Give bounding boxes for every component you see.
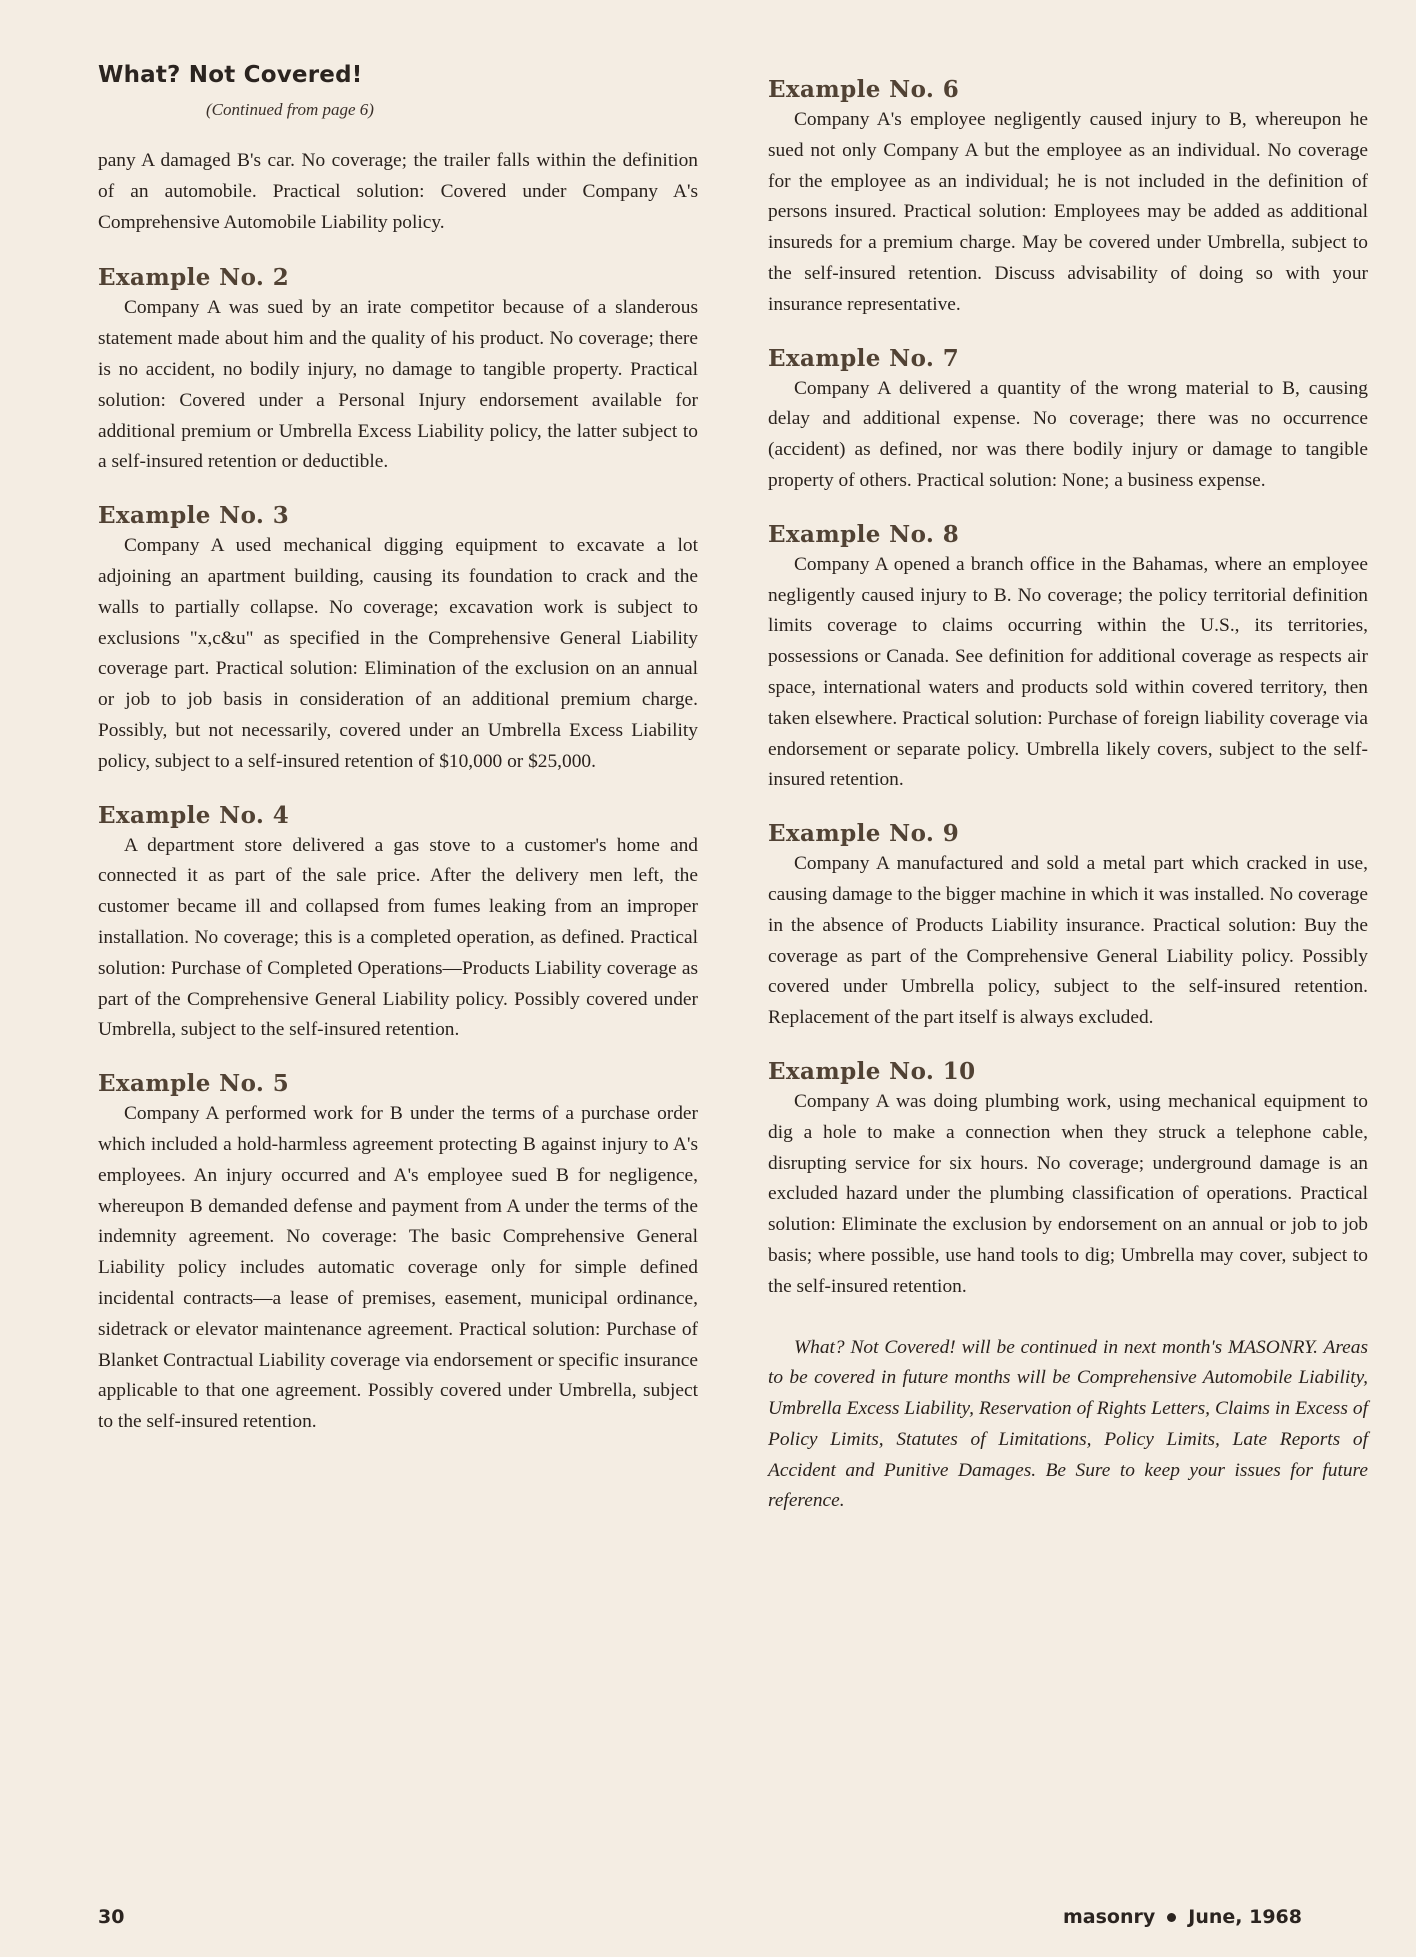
example-3 bbox=[98, 502, 698, 777]
example-4 bbox=[98, 802, 698, 1047]
example-7 bbox=[768, 345, 1368, 497]
example-heading: Example No. 3 bbox=[98, 502, 290, 530]
example-heading: Example No. 4 bbox=[98, 801, 290, 829]
example-5 bbox=[98, 1070, 698, 1438]
example-heading: Example No. 8 bbox=[768, 520, 960, 548]
example-body: Company A delivered a quantity of the wrong material to B, causing delay and additional expense. No coverage; there was no occurrence (accident) as defined, nor was there bodily injury or damage to tangible property of others. Practical solution: None; a business expense. bbox=[768, 377, 1368, 491]
bullet-separator-icon bbox=[1167, 1913, 1176, 1922]
example-body: Company A's employee negligently caused injury to B, whereupon he sued not only Company A but the employee as an individual. No coverage for the employee as an individual; he is not included in the definition of persons insured. Practical solution: Employees may be added as additional insureds for a premium charge. May be covered under Umbrella, subject to the self-insured retention. Discuss advisability of doing so with your insurance representative. bbox=[768, 109, 1368, 315]
example-10 bbox=[768, 1058, 1368, 1303]
example-heading: Example No. 7 bbox=[768, 344, 960, 372]
left-column bbox=[98, 62, 698, 1462]
closing-note: What? Not Covered! will be continued in next month's MASONRY. Areas to be covered in future months will be Comprehensive Automobile Liability, Umbrella Excess Liability, Reservation of Rights Letters, Claims in Excess of Policy Limits, Statutes of Limitations, Policy Limits, Late Reports of Accident and Punitive Damages. Be Sure to keep your issues for future reference. bbox=[768, 1336, 1368, 1512]
example-body: Company A manufactured and sold a metal part which cracked in use, causing damage to the bigger machine in which it was installed. No coverage in the absence of Products Liability insurance. Practical solution: Buy the coverage as part of the Comprehensive General Liability policy. Possibly covered under Umbrella policy, subject to the self-insured retention. Replacement of the part itself is always excluded. bbox=[768, 853, 1368, 1029]
issue-date: June, 1968 bbox=[1188, 1906, 1302, 1928]
example-heading: Example No. 5 bbox=[98, 1070, 290, 1098]
right-column bbox=[768, 76, 1368, 1517]
example-6 bbox=[768, 76, 1368, 321]
publication-name: masonry bbox=[1063, 1906, 1156, 1928]
example-heading: Example No. 10 bbox=[768, 1057, 976, 1085]
example-body: Company A opened a branch office in the Bahamas, where an employee negligently caused injury to B. No coverage; the policy territorial definition limits coverage to claims occurring within the U.S., its territories, possessions or Canada. See definition for additional coverage as respects air space, international waters and products sold within covered territory, then taken elsewhere. Practical solution: Purchase of foreign liability coverage via endorsement or separate policy. Umbrella likely covers, subject to the self-insured retention. bbox=[768, 553, 1368, 791]
example-2 bbox=[98, 264, 698, 478]
example-body: Company A was doing plumbing work, using mechanical equipment to dig a hole to make a connection when they struck a telephone cable, disrupting service for six hours. No coverage; underground damage is an excluded hazard under the plumbing classification of operations. Practical solution: Eliminate the exclusion by endorsement on an annual or job to job basis; where possible, use hand tools to dig; Umbrella may cover, subject to the self-insured retention. bbox=[768, 1090, 1368, 1297]
page-number: 30 bbox=[98, 1906, 125, 1928]
example-body: A department store delivered a gas stove to a customer's home and connected it as part of the sale price. After the delivery men left, the customer became ill and collapsed from fumes leaking from an improper installation. No coverage; this is a completed operation, as defined. Practical solution: Purchase of Completed Operations—Products Liability coverage as part of the Comprehensive General Liability policy. Possibly covered under Umbrella, subject to the self-insured retention. bbox=[98, 834, 698, 1041]
example-body: Company A was sued by an irate competitor because of a slanderous statement made about him and the quality of his product. No coverage; there is no accident, no bodily injury, no damage to tangible property. Practical solution: Covered under a Personal Injury endorsement available for additional premium or Umbrella Excess Liability policy, the latter subject to a self-insured retention or deductible. bbox=[98, 297, 698, 473]
example-8 bbox=[768, 521, 1368, 796]
series-title: What? Not Covered! bbox=[98, 62, 363, 88]
example-heading: Example No. 9 bbox=[768, 820, 960, 848]
continued-note: (Continued from page 6) bbox=[206, 100, 374, 119]
example-body: Company A performed work for B under the terms of a purchase order which included a hold-harmless agreement protecting B against injury to A's employees. An injury occurred and A's employee sued B for negligence, whereupon B demanded defense and payment from A under the terms of the indemnity agreement. No coverage: The basic Comprehensive General Liability policy includes automatic coverage only for simple defined incidental contracts—a lease of premises, easement, municipal ordinance, sidetrack or elevator maintenance agreement. Practical solution: Purchase of Blanket Contractual Liability coverage via endorsement or specific insurance applicable to that one agreement. Possibly covered under Umbrella, subject to the self-insured retention. bbox=[98, 1103, 698, 1433]
intro-paragraph: pany A damaged B's car. No coverage; the trailer falls within the definition of an automobile. Practical solution: Covered under Company A's Comprehensive Automobile Liability policy. bbox=[98, 150, 698, 233]
example-body: Company A used mechanical digging equipment to excavate a lot adjoining an apartment building, causing its foundation to crack and the walls to partially collapse. No coverage; excavation work is subject to exclusions "x,c&u" as specified in the Comprehensive General Liability coverage part. Practical solution: Elimination of the exclusion on an annual or job to job basis in consideration of an additional premium charge. Possibly, but not necessarily, covered under an Umbrella Excess Liability policy, subject to a self-insured retention of $10,000 or $25,000. bbox=[98, 535, 698, 772]
example-9 bbox=[768, 820, 1368, 1034]
example-heading: Example No. 2 bbox=[98, 264, 290, 292]
footer-publication bbox=[1063, 1906, 1302, 1928]
example-heading: Example No. 6 bbox=[768, 76, 960, 103]
